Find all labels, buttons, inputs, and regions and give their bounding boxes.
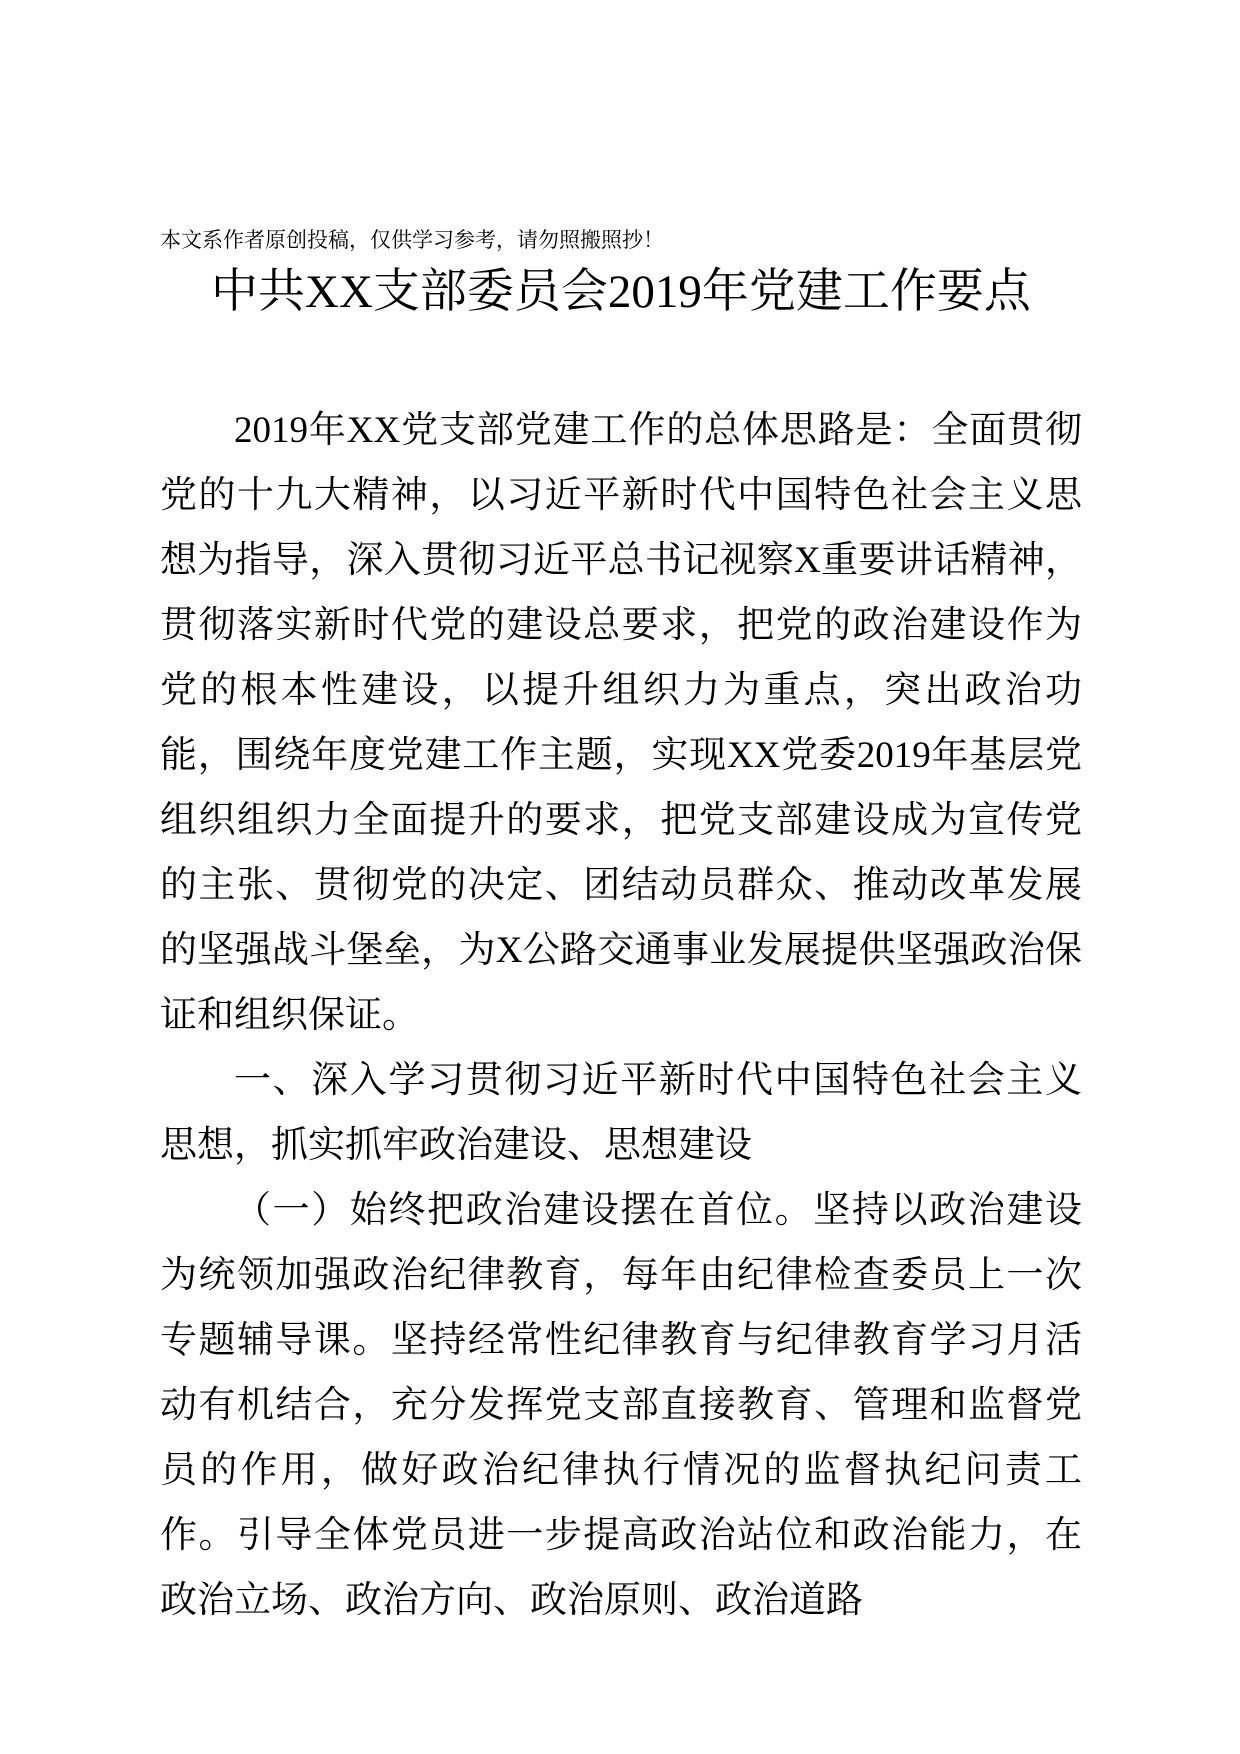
disclaimer-note: 本文系作者原创投稿，仅供学习参考，请勿照搬照抄！ bbox=[160, 229, 664, 252]
paragraph-overview-segment-1: 2019年XX党支部党建工作的总体思路是：全面贯彻党的十九大精神，以习近平新时代中国特色社会主义思想为指导，深入贯彻习近平总书记视察X重要讲话精神， bbox=[160, 410, 1082, 581]
section-1-heading: 一、深入学习贯彻习近平新时代中国特色社会主义思想，抓实抓牢政治建设、思想建设 bbox=[160, 1060, 1082, 1166]
paragraph-overview-segment-2-light: 贯彻 bbox=[160, 605, 237, 646]
section-1-paragraph-1: （一）始终把政治建设摆在首位。坚持以政治建设为统领加强政治纪律教育，每年由纪律检查委员上一次专题辅导课。坚持经常性纪律教育与纪律教育学习月活动有机结合，充分发挥党支部直接教育、管理和监督党员的作用，做好政治纪律执行情况的监督执纪问责工作。引导全体党员进一步提高政治站位和政治能力，在政治立场、政治方向、政治原则、政治道路 bbox=[160, 1190, 1082, 1621]
paragraph-overview-segment-3: 落实新时代党的建设总要求，把党的政治建设作为党的根本性建设，以提升组织力为重点，突出政治功能，围绕年度党建工作主题，实现XX党委2019年基层党组织组织力全面提升的要求，把党支部建设成为宣传党的主张、贯彻党的决定、团结动员群众、推动改革发展的坚强战斗堡垒，为X公路交通事业发展提供坚强政治保证和组织保证。 bbox=[160, 605, 1083, 1036]
paragraph-overview bbox=[160, 398, 1082, 1048]
document-title: 中共XX支部委员会2019年党建工作要点 bbox=[211, 266, 1031, 318]
